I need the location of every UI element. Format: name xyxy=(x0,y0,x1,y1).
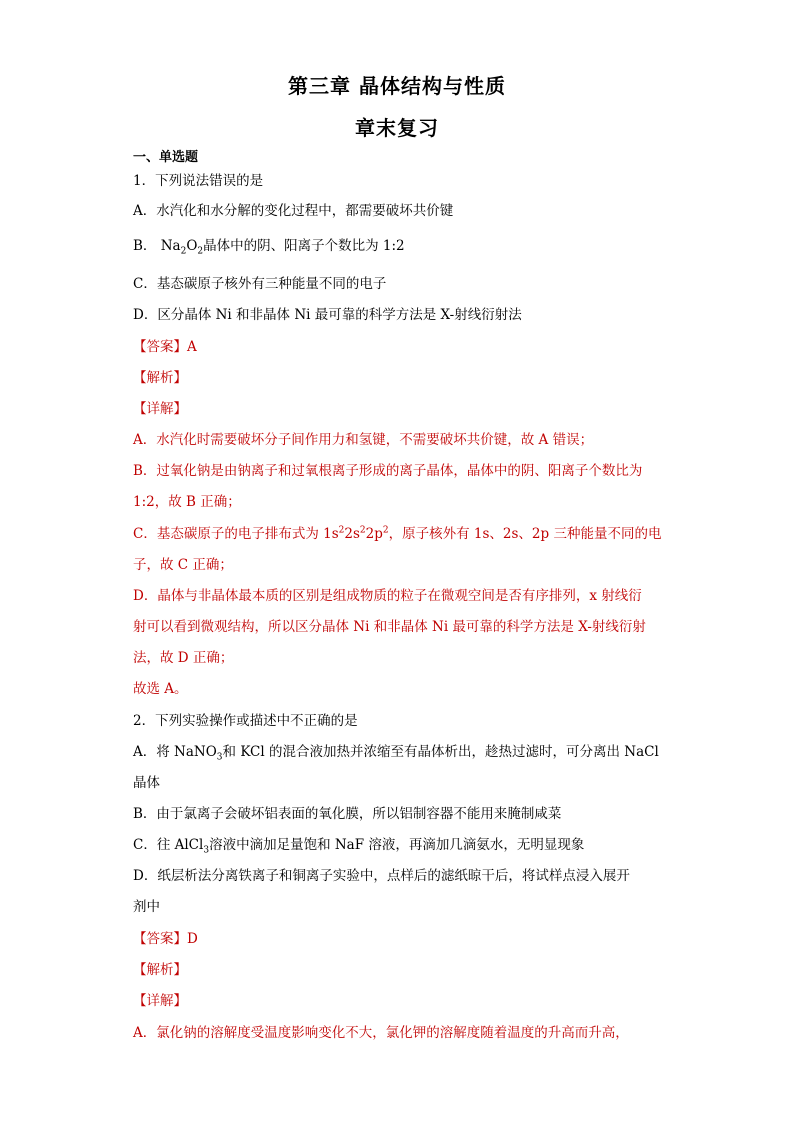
answer-tag: 【答案】 xyxy=(133,339,187,355)
answer-value: A xyxy=(187,339,197,355)
q2-detail-tag: 【详解】 xyxy=(133,993,187,1009)
q1-detail-d-line1: D．晶体与非晶体最本质的区别是组成物质的粒子在微观空间是否有序排列，x 射线衍 xyxy=(133,588,642,604)
q1-answer xyxy=(133,338,663,356)
chapter-subtitle: 章末复习 xyxy=(355,116,439,140)
q1-detail-b-line2: 1:2，故 B 正确； xyxy=(133,494,241,510)
q1-detail-b-line1: B．过氧化钠是由钠离子和过氧根离子形成的离子晶体，晶体中的阴、阳离子个数比为 xyxy=(133,463,643,479)
q2-option-d-line1: D．纸层析法分离铁离子和铜离子实验中，点样后的滤纸晾干后，将试样点浸入展开 xyxy=(133,868,630,884)
answer-value: D xyxy=(187,931,198,947)
q2-option-c: C．往 AlCl$_3$溶液中滴加足量饱和 NaF 溶液，再滴加几滴氨水，无明显现象 xyxy=(133,837,585,856)
q1-conclusion: 故选 A。 xyxy=(133,681,188,697)
q1-option-d: D．区分晶体 Ni 和非晶体 Ni 最可靠的科学方法是 X-射线衍射法 xyxy=(133,307,522,323)
q1-detail-c-line2: 子，故 C 正确； xyxy=(133,557,233,573)
q1-detail-d-line3: 法，故 D 正确； xyxy=(133,650,234,666)
answer-tag: 【答案】 xyxy=(133,931,187,947)
chapter-title: 第三章 晶体结构与性质 xyxy=(288,74,506,98)
q2-option-a-line1: A．将 NaNO$_3$和 KCl 的混合液加热并浓缩至有晶体析出，趁热过滤时，可分离出 NaCl xyxy=(133,744,659,763)
q1-option-b: B． $Na_2O_2$晶体中的阴、阳离子个数比为 1:2 xyxy=(133,238,405,257)
q1-detail-c-line1: C．基态碳原子的电子排布式为 $1s^22s^22p^2$，原子核外有 1s、2s、2p 三种能量不同的电 xyxy=(133,525,662,542)
q1-detail-a: A．水汽化时需要破坏分子间作用力和氢键，不需要破坏共价键，故 A 错误； xyxy=(133,432,594,448)
q2-detail-a-line1: A．氯化钠的溶解度受温度影响变化不大，氯化钾的溶解度随着温度的升高而升高， xyxy=(133,1025,629,1041)
q1-option-a: A．水汽化和水分解的变化过程中，都需要破坏共价键 xyxy=(133,203,454,219)
q2-stem: 2．下列实验操作或描述中不正确的是 xyxy=(133,713,358,729)
q2-analysis-tag: 【解析】 xyxy=(133,962,187,978)
q1-stem: 1．下列说法错误的是 xyxy=(133,173,264,189)
section-heading: 一、单选题 xyxy=(133,150,199,165)
q1-analysis-tag: 【解析】 xyxy=(133,370,187,386)
q1-option-c: C．基态碳原子核外有三种能量不同的电子 xyxy=(133,276,387,292)
q2-answer xyxy=(133,930,663,948)
q1-detail-tag: 【详解】 xyxy=(133,401,187,417)
q2-option-a-line2: 晶体 xyxy=(133,775,160,791)
q2-option-b: B．由于氯离子会破坏铝表面的氧化膜，所以铝制容器不能用来腌制咸菜 xyxy=(133,806,562,822)
q2-option-d-line2: 剂中 xyxy=(133,899,160,915)
q1-detail-d-line2: 射可以看到微观结构，所以区分晶体 Ni 和非晶体 Ni 最可靠的科学方法是 X-射线衍射 xyxy=(133,619,646,635)
